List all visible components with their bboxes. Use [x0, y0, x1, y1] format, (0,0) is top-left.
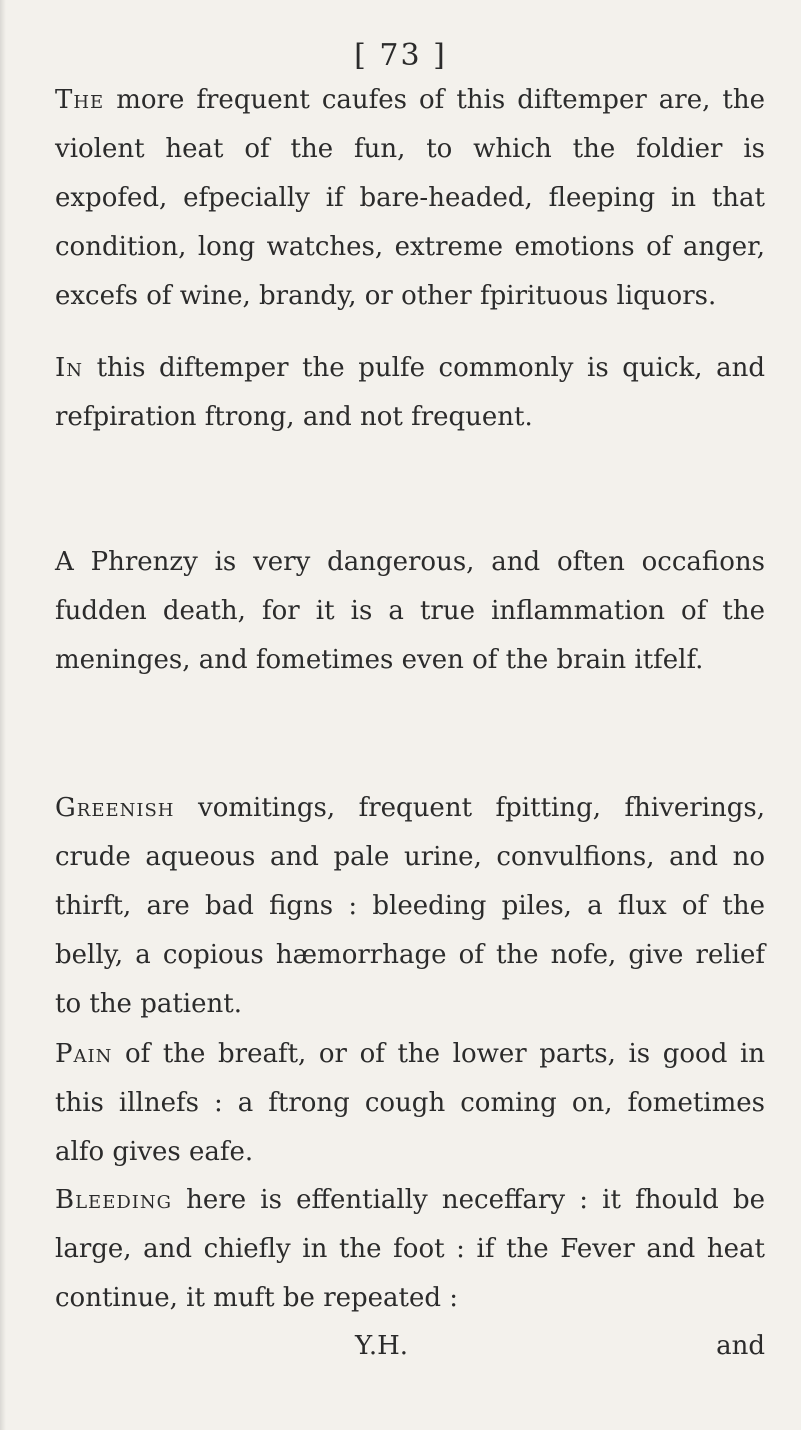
page-number: [ 73 ] — [354, 38, 447, 73]
paragraph-body: more frequent caufes of this diftemper are, the violent heat of the fun, to which the foldier is expofed, efpecially if bare-headed, fleeping in that condition, long watches, extreme emotions of anger, excefs of wine, brandy, or other fpirituous liquors. — [55, 85, 765, 311]
paragraph-body: Phrenzy is very dangerous, and often occafions fudden death, for it is a true inflammation of the meninges, and fometimes even of the brain itfelf. — [55, 547, 765, 675]
signature-mark: Y.H. — [355, 1331, 409, 1361]
catchline — [0, 1322, 801, 1371]
paragraph-body: this diftemper the pulfe commonly is quick, and refpiration ftrong, and not frequent. — [55, 353, 765, 432]
paragraph-lead-word: Greenish — [55, 793, 175, 823]
paragraph-lead-word: A — [55, 547, 74, 577]
paragraph-signs — [55, 784, 765, 1029]
paragraph-phrenzy — [55, 538, 765, 685]
paragraph-causes — [55, 76, 765, 321]
paragraph-pulse — [55, 344, 765, 442]
paragraph-body: of the breaft, or of the lower parts, is good in this illnefs : a ftrong cough coming on, fometimes alfo gives eafe. — [55, 1039, 765, 1167]
paragraph-pain — [55, 1030, 765, 1177]
paragraph-lead-word: The — [55, 85, 105, 115]
paragraph-lead-word: Bleeding — [55, 1185, 173, 1215]
page-edge-shadow — [0, 0, 6, 1430]
paragraph-body: vomitings, frequent fpitting, fhiverings, crude aqueous and pale urine, convulfions, and no thirft, are bad figns : bleeding piles, a flux of the belly, a copious hæmorrhage of the nofe, give relief to the patient. — [55, 793, 765, 1019]
paragraph-lead-word: In — [55, 353, 84, 383]
paragraph-body: here is effentially neceffary : it fhould be large, and chiefly in the foot : if the Fever and heat continue, it muft be repeated : — [55, 1185, 765, 1313]
catchword: and — [716, 1331, 765, 1361]
paragraph-lead-word: Pain — [55, 1039, 113, 1069]
paragraph-bleeding — [55, 1176, 765, 1323]
